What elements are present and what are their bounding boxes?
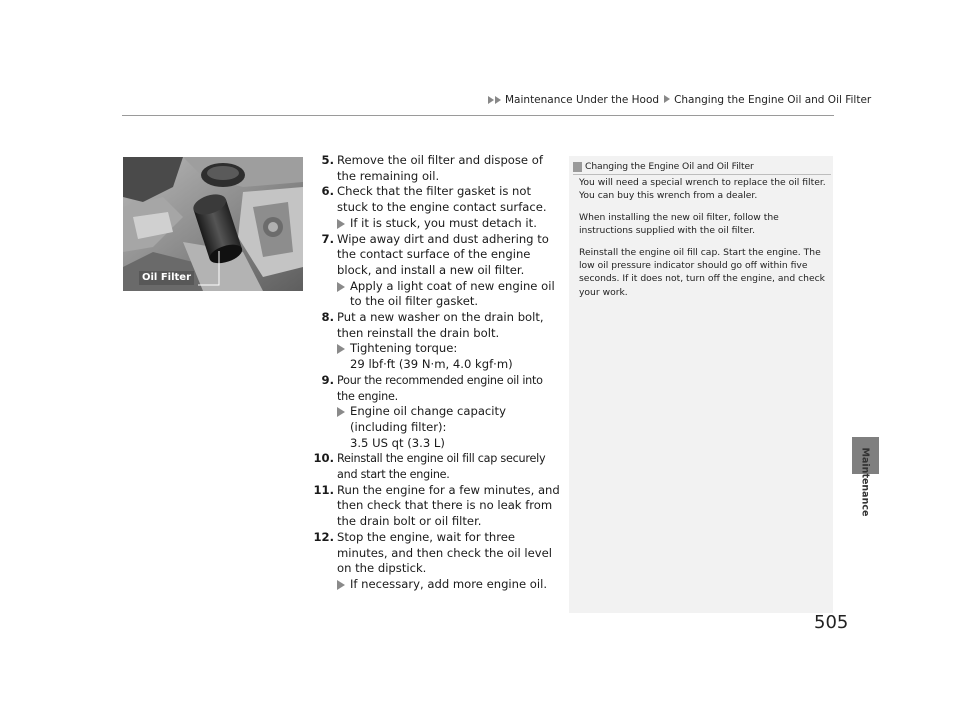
note-reference-icon [573,162,582,172]
note-paragraph: You will need a special wrench to replace the oil filter. You can buy this wrench from a dealer. [579,177,826,202]
step-note: If it is stuck, you must detach it. [337,216,560,232]
step-9: 9. Pour the recommended engine oil into the engine. Engine oil change capacity (including filter): 3.5 US qt (3.3 L) [310,373,560,452]
breadcrumb-parent: Maintenance Under the Hood [505,94,660,106]
note-paragraph: When installing the new oil filter, follow the instructions supplied with the oil filter. [579,211,779,237]
note-paragraph: Reinstall the engine oil fill cap. Start the engine. The low oil pressure indicator should go off within five seconds. If it does not, turn off the engine, and check your work. [579,246,825,298]
step-note: Tightening torque: 29 lbf·ft (39 N·m, 4.0 kgf·m) [337,341,560,372]
step-12: 12. Stop the engine, wait for three minutes, and then check the oil level on the dipstick. If necessary, add more engine oil. [310,530,560,593]
sub-arrow-icon [337,219,345,229]
section-tab-label: Maintenance [859,447,871,517]
breadcrumb [488,94,871,106]
header-rule [122,115,834,116]
sub-arrow-icon [337,282,345,292]
step-note: Engine oil change capacity (including filter): 3.5 US qt (3.3 L) [337,404,560,451]
breadcrumb-arrow-icon [664,95,670,103]
step-5: 5. Remove the oil filter and dispose of the remaining oil. [321,153,543,183]
sub-arrow-icon [337,407,345,417]
step-7: 7. Wipe away dirt and dust adhering to the contact surface of the engine block, and install a new oil filter. Apply a light coat of new engine oil to the oil filter gasket. [310,232,560,311]
note-box [569,156,833,613]
breadcrumb-arrow-icon [488,96,494,104]
step-11: 11. Run the engine for a few minutes, and then check that there is no leak from the drain bolt or oil filter. [313,482,560,529]
step-6: 6. Check that the filter gasket is not stuck to the engine contact surface. If it is stuck, you must detach it. [310,184,560,231]
step-10: 10. Reinstall the engine oil fill cap securely and start the engine. [313,451,546,482]
procedure-steps [310,153,560,593]
note-body [579,176,829,307]
oil-filter-callout: Oil Filter [139,271,194,285]
breadcrumb-arrow-icon [495,96,501,104]
step-note: Apply a light coat of new engine oil to the oil filter gasket. [337,279,560,310]
step-note: If necessary, add more engine oil. [337,577,560,593]
breadcrumb-current: Changing the Engine Oil and Oil Filter [674,94,872,106]
sub-arrow-icon [337,580,345,590]
engine-figure [123,157,303,291]
note-header: Changing the Engine Oil and Oil Filter [573,159,831,175]
sub-arrow-icon [337,344,345,354]
page-number: 505 [814,612,849,633]
step-8: 8. Put a new washer on the drain bolt, then reinstall the drain bolt. Tightening torque: 29 lbf·ft (39 N·m, 4.0 kgf·m) [310,310,560,373]
